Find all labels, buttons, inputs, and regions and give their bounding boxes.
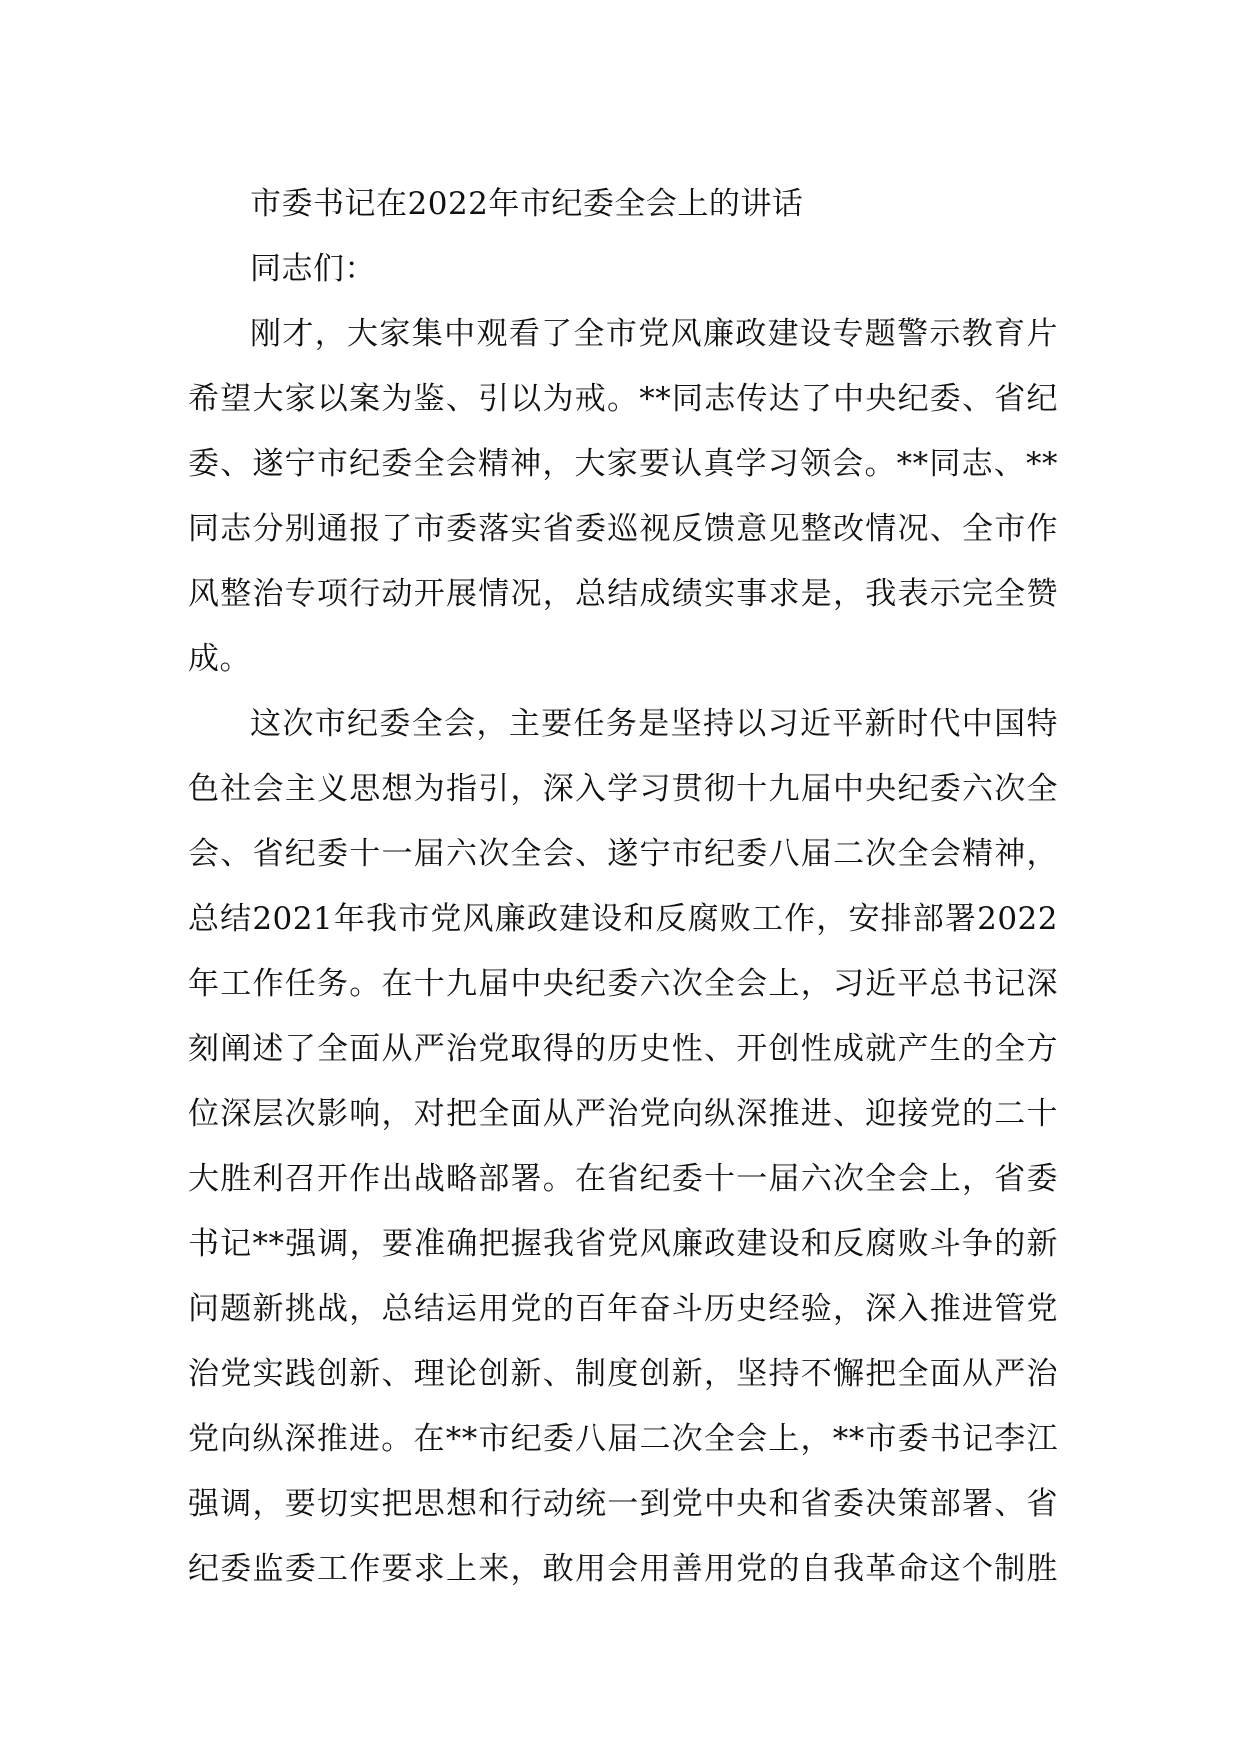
document-title: 市委书记在2022年市纪委全会上的讲话 — [250, 186, 804, 222]
text-line: 治党实践创新、理论创新、制度创新，坚持不懈把全面从严治 — [188, 1356, 1058, 1392]
text-line: 成。 — [188, 641, 251, 677]
paragraph-1 — [188, 302, 1058, 692]
text-line: 希望大家以案为鉴、引以为戒。**同志传达了中央纪委、省纪 — [188, 381, 1058, 417]
document-page — [188, 172, 1058, 1602]
text-line: 刻阐述了全面从严治党取得的历史性、开创性成就产生的全方 — [188, 1031, 1058, 1067]
text-line: 刚才，大家集中观看了全市党风廉政建设专题警示教育片 — [250, 316, 1058, 352]
text-line: 书记**强调，要准确把握我省党风廉政建设和反腐败斗争的新 — [188, 1226, 1058, 1262]
text-line: 总结2021年我市党风廉政建设和反腐败工作，安排部署2022 — [188, 901, 1058, 937]
text-line: 会、省纪委十一届六次全会、遂宁市纪委八届二次全会精神， — [188, 836, 1058, 872]
text-line: 同志分别通报了市委落实省委巡视反馈意见整改情况、全市作 — [188, 511, 1058, 547]
paragraph-2 — [188, 692, 1058, 1602]
text-line: 强调，要切实把思想和行动统一到党中央和省委决策部署、省 — [188, 1486, 1058, 1522]
text-line: 色社会主义思想为指引，深入学习贯彻十九届中央纪委六次全 — [188, 771, 1058, 807]
text-line: 这次市纪委全会，主要任务是坚持以习近平新时代中国特 — [250, 706, 1058, 742]
text-line: 党向纵深推进。在**市纪委八届二次全会上，**市委书记李江 — [188, 1421, 1058, 1457]
text-line: 年工作任务。在十九届中央纪委六次全会上，习近平总书记深 — [188, 966, 1058, 1002]
text-line: 纪委监委工作要求上来，敢用会用善用党的自我革命这个制胜 — [188, 1551, 1058, 1587]
text-line: 大胜利召开作出战略部署。在省纪委十一届六次全会上，省委 — [188, 1161, 1058, 1197]
text-line: 位深层次影响，对把全面从严治党向纵深推进、迎接党的二十 — [188, 1096, 1058, 1132]
text-line: 问题新挑战，总结运用党的百年奋斗历史经验，深入推进管党 — [188, 1291, 1058, 1327]
salutation: 同志们： — [250, 251, 376, 287]
text-line: 委、遂宁市纪委全会精神，大家要认真学习领会。**同志、** — [188, 446, 1058, 482]
text-line: 风整治专项行动开展情况，总结成绩实事求是，我表示完全赞 — [188, 576, 1058, 612]
